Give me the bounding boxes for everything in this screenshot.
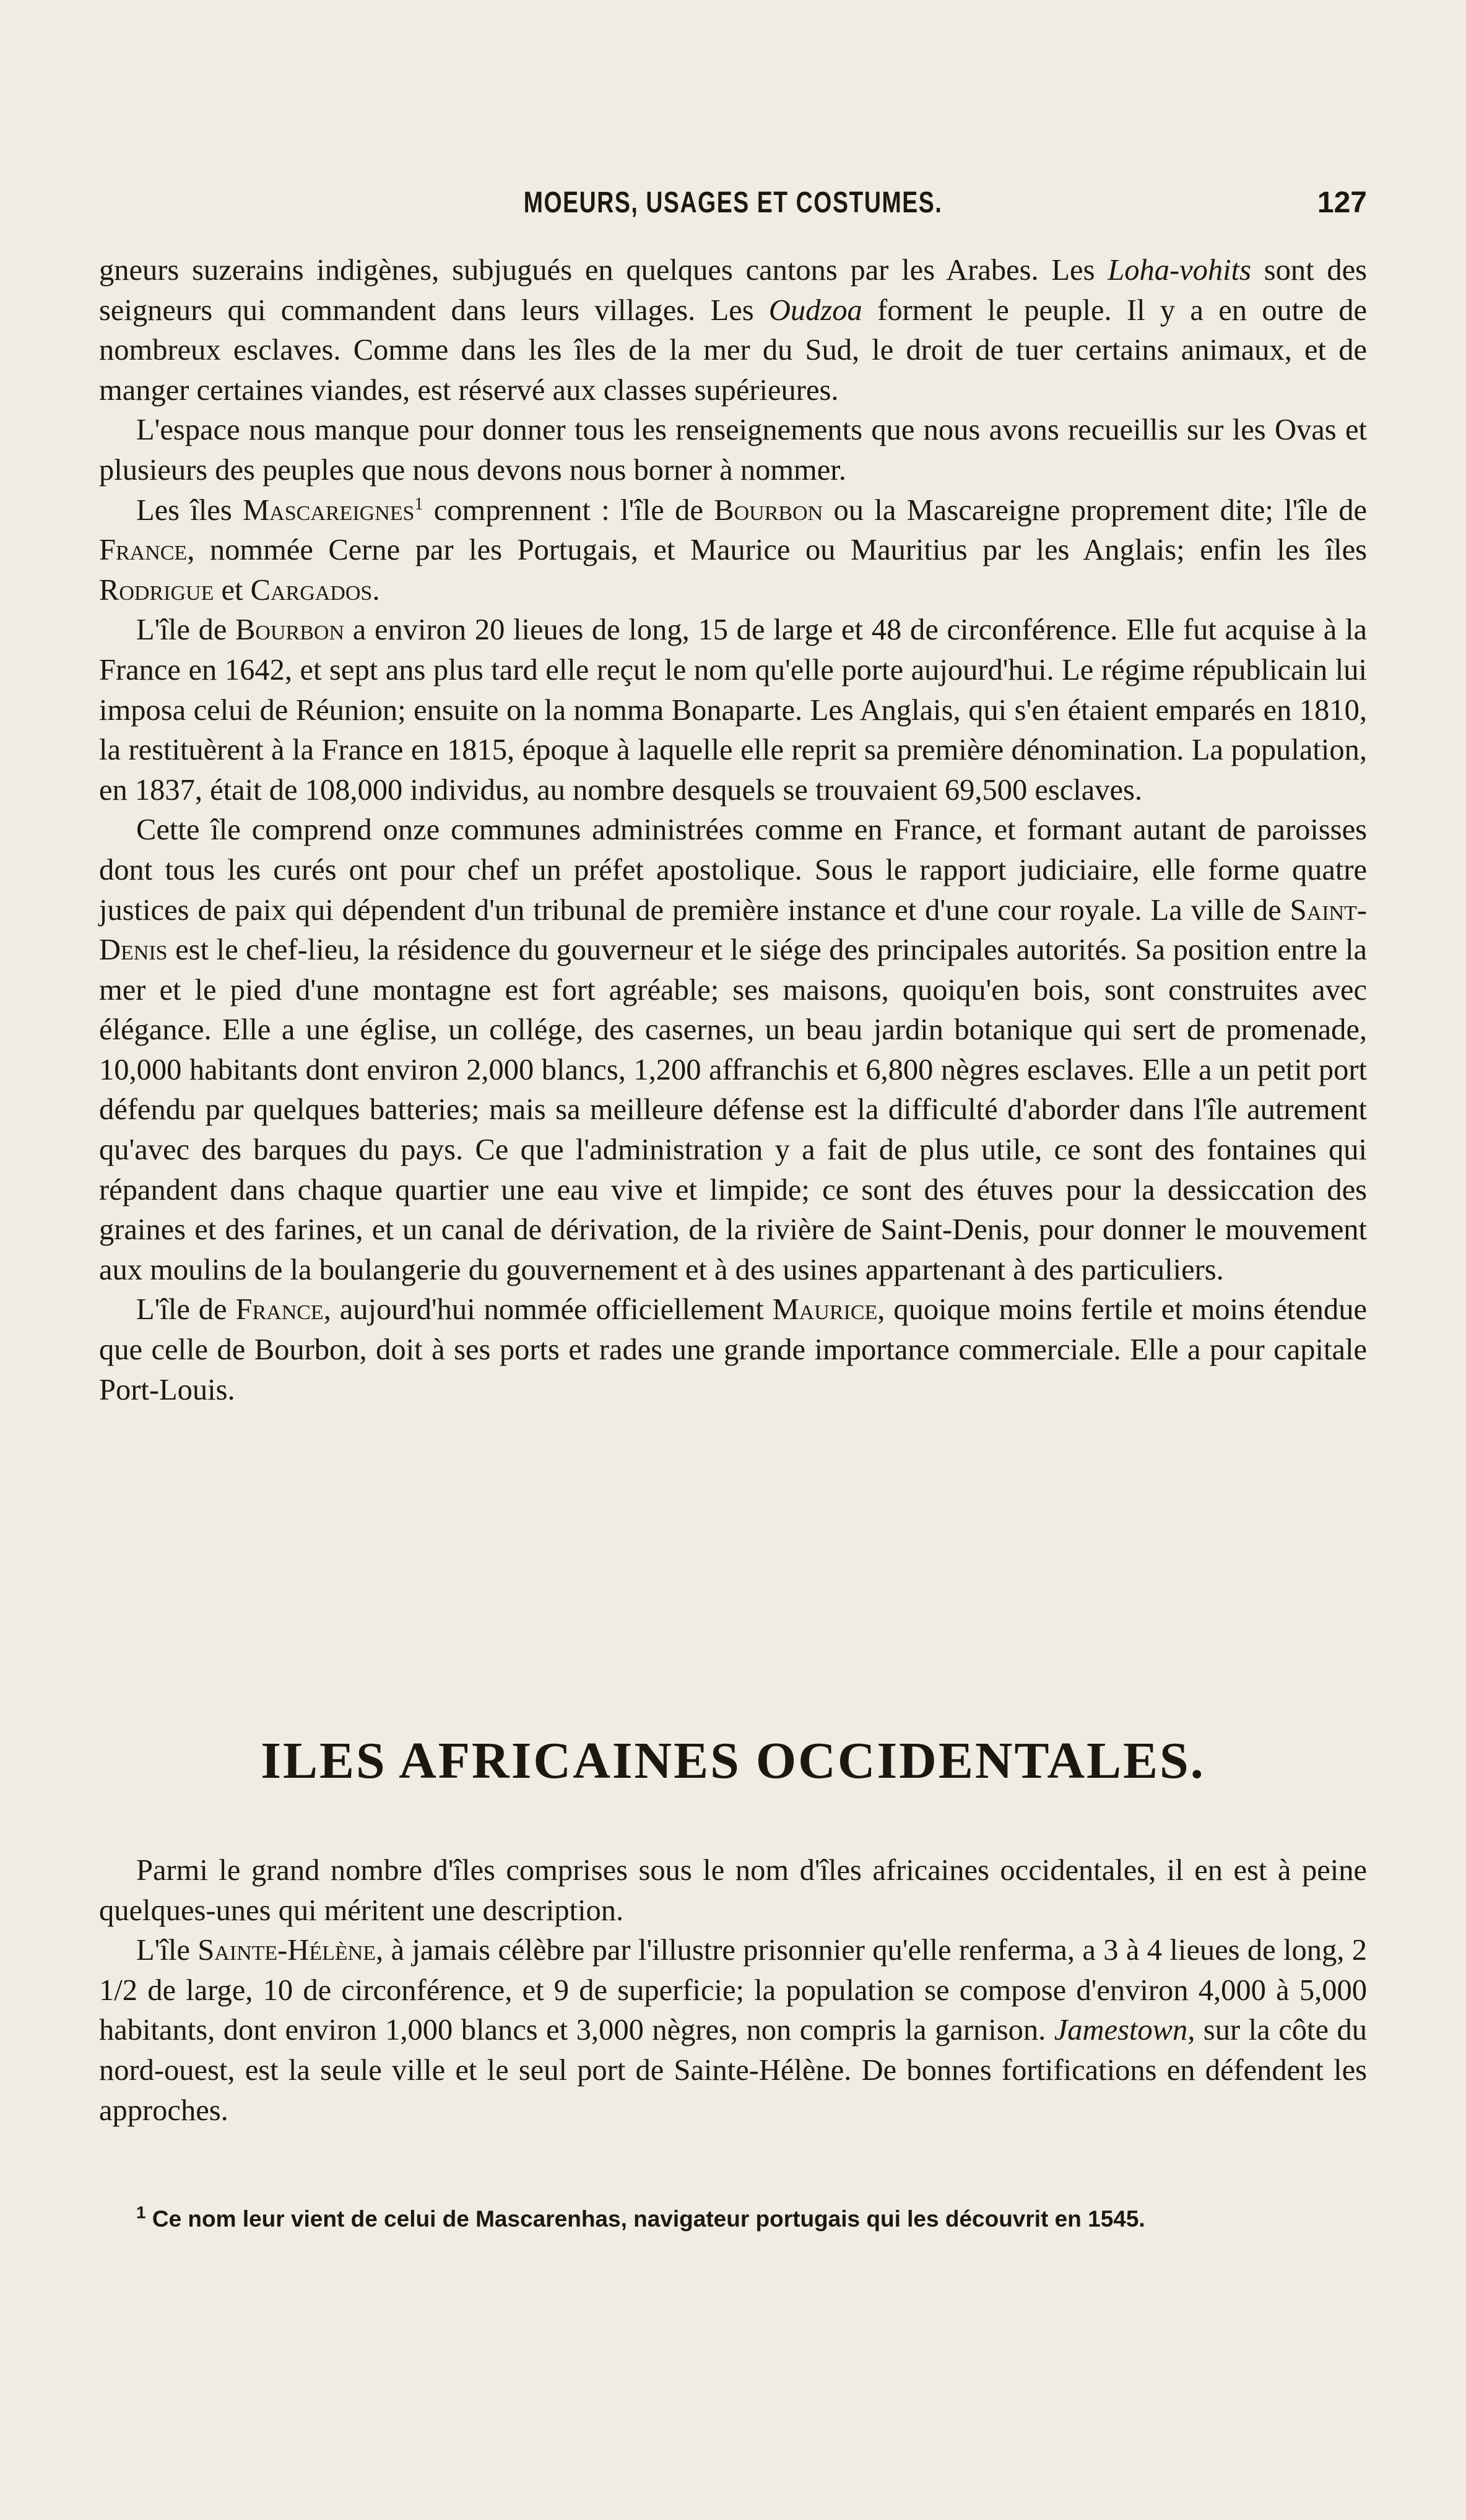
place-name: Maurice — [772, 1293, 878, 1327]
running-header — [99, 186, 1367, 235]
place-name: France — [99, 534, 188, 567]
main-text — [99, 251, 1367, 1410]
paragraph: L'île de France, aujourd'hui nommée officiellement Maurice, quoique moins fertile et moins étendue que celle de Bourbon, doit à ses ports et rades une grande importance commerciale. Elle a pour capitale Port-Louis. — [99, 1293, 1368, 1406]
paragraph: Les îles Mascareignes$^1$ comprennent : l'île de Bourbon ou la Mascareigne proprement dite; l'île de France, nommée Cerne par les Portugais, et Maurice ou Mauritius par les Anglais; enfin les îles Rodrigue et Cargados. — [99, 493, 1368, 607]
footnote — [136, 2204, 1367, 2235]
paragraph: gneurs suzerains indigènes, subjugués en quelques cantons par les Arabes. Les Loha-vohits sont des seigneurs qui commandent dans leurs villages. Les Oudzoa forment le peuple. Il y a en outre de nombreux esclaves. Comme dans les îles de la mer du Sud, le droit de tuer certains animaux, et de manger certaines viandes, est réservé aux classes supérieures. — [99, 254, 1367, 407]
place-name: Rodrigue — [99, 573, 214, 607]
page-number: 127 — [1317, 186, 1367, 219]
place-name: France — [235, 1293, 324, 1327]
running-title: MOEURS, USAGES ET COSTUMES. — [523, 186, 943, 219]
paragraph: Parmi le grand nombre d'îles comprises sous le nom d'îles africaines occidentales, il en est à peine quelques-unes qui méritent une description. — [99, 1854, 1367, 1927]
section-heading: ILES AFRICAINES OCCIDENTALES. — [261, 1732, 1205, 1790]
footnote-ref: 1 — [414, 494, 423, 514]
place-name: Cargados — [250, 573, 373, 607]
place-name: Sainte-Hélène — [197, 1934, 376, 1967]
paragraph: L'espace nous manque pour donner tous les renseignements que nous avons recueillis sur les Ovas et plusieurs des peuples que nous devons nous borner à nommer. — [99, 414, 1367, 487]
italic-term: Oudzoa — [768, 293, 862, 327]
footnote-text: Ce nom leur vient de celui de Mascarenhas, navigateur portugais qui les découvrit en 1545. — [145, 2206, 1145, 2232]
place-name: Bourbon — [714, 493, 823, 527]
paragraph: L'île Sainte-Hélène, à jamais célèbre par l'illustre prisonnier qu'elle renferma, a 3 à 4 lieues de long, 2 1/2 de large, 10 de circonférence, et 9 de superficie; la population se compose d'environ 4,000 à 5,000 habitants, dont environ 1,000 blancs et 3,000 nègres, non compris la garnison. Jamestown, sur la côte du nord-ouest, est la seule ville et le seul port de Sainte-Hélène. De bonnes fortifications en défendent les approches. — [99, 1934, 1367, 2127]
place-name: Mascareignes — [243, 493, 415, 527]
paragraph: L'île de Bourbon a environ 20 lieues de long, 15 de large et 48 de circonférence. Elle fut acquise à la France en 1642, et sept ans plus tard elle reçut le nom qu'elle porte aujourd'hui. Le régime républicain lui imposa celui de Réunion; ensuite on la nomma Bonaparte. Les Anglais, qui s'en étaient emparés en 1810, la restituèrent à la France en 1815, époque à laquelle elle reprit sa première dénomination. La population, en 1837, était de 108,000 individus, au nombre desquels se trouvaient 69,500 esclaves. — [99, 613, 1368, 807]
paragraph: Cette île comprend onze communes administrées comme en France, et formant autant de paroisses dont tous les curés ont pour chef un préfet apostolique. Sous le rapport judiciaire, elle forme quatre justices de paix qui dépendent d'un tribunal de première instance et d'une cour royale. La ville de Saint-Denis est le chef-lieu, la résidence du gouverneur et le siége des principales autorités. Sa position entre la mer et le pied d'une montagne est fort agréable; ses maisons, quoiqu'en bois, sont construites avec élégance. Elle a une église, un collége, des casernes, un beau jardin botanique qui sert de promenade, 10,000 habitants dont environ 2,000 blancs, 1,200 affranchis et 6,800 nègres esclaves. Elle a un petit port défendu par quelques batteries; mais sa meilleure défense est la difficulté d'aborder dans l'île autrement qu'avec des barques du pays. Ce que l'administration y a fait de plus utile, ce sont des fontaines qui répandent dans chaque quartier une eau vive et limpide; ce sont des étuves pour la dessiccation des graines et des farines, et un canal de dérivation, de la rivière de Saint-Denis, pour donner le mouvement aux moulins de la boulangerie du gouvernement et à des usines appartenant à des particuliers. — [99, 813, 1367, 1286]
section-text — [99, 1851, 1367, 2131]
place-name: Saint-Denis — [99, 893, 1367, 967]
italic-term: Loha-vohits — [1108, 254, 1251, 287]
footnote-marker: 1 — [136, 2202, 146, 2222]
italic-term: Jamestown, — [1054, 2014, 1195, 2047]
place-name: Bourbon — [235, 613, 344, 647]
